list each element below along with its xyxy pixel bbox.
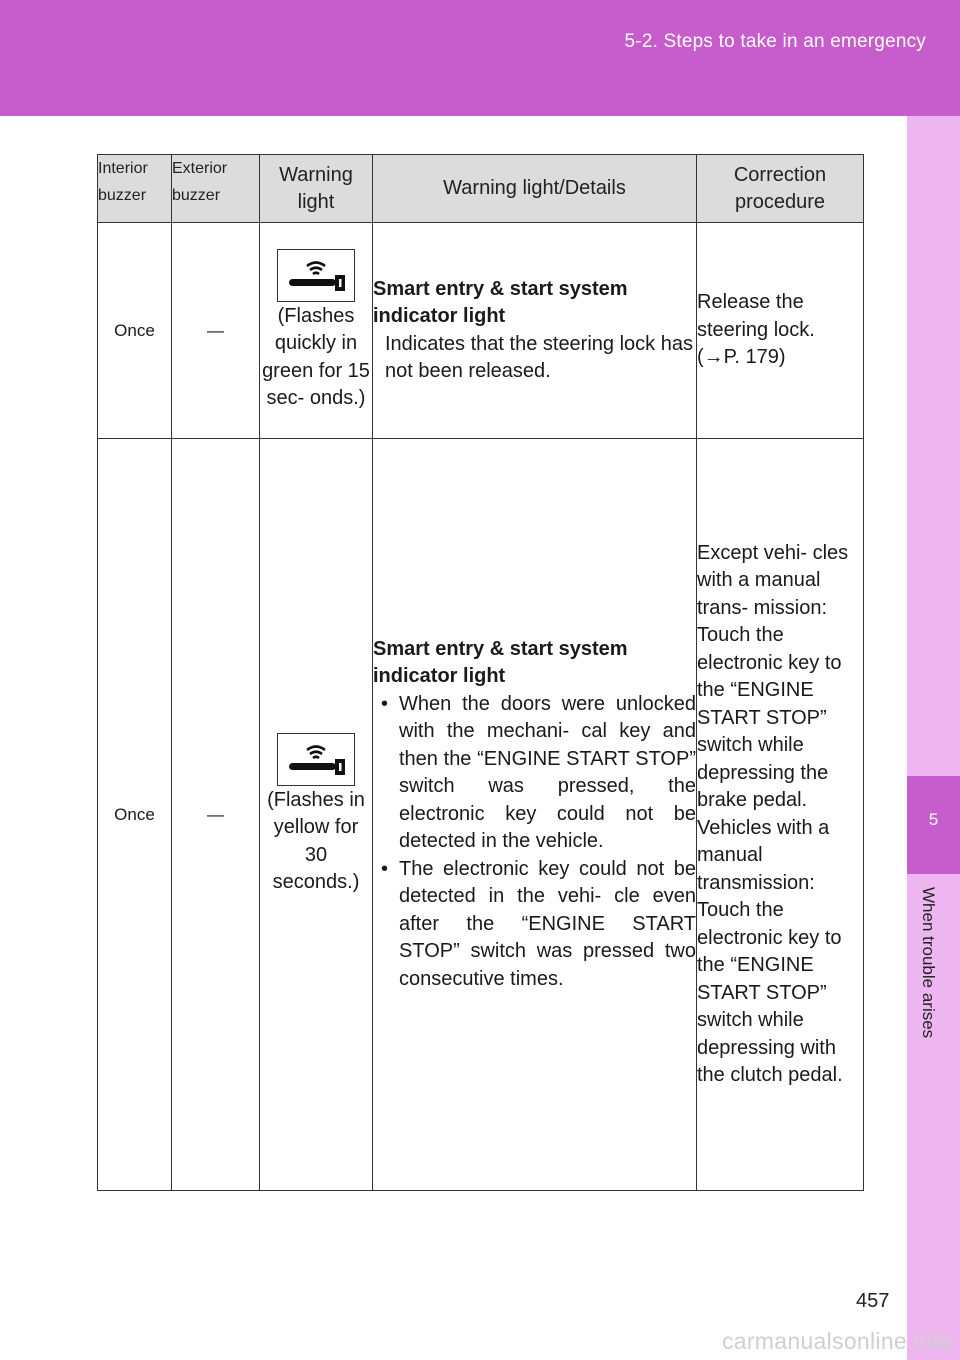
detail-bullet: • The electronic key could not be detected in the vehi- cle even after the “ENGINE START STOP” switch was pressed two consecutive times. <box>373 856 696 994</box>
col-exterior-line2: buzzer <box>172 187 221 204</box>
light-caption: (Flashes in yellow for 30 seconds.) <box>267 788 365 893</box>
table-row <box>98 223 864 439</box>
col-details: Warning light/Details <box>373 155 697 223</box>
col-interior-line2: buzzer <box>98 187 147 204</box>
table-header-row <box>98 155 864 223</box>
section-title: 5-2. Steps to take in an emergency <box>624 31 926 52</box>
exterior-buzzer-cell: — <box>172 439 260 1191</box>
correction-cell: Release the steering lock. (→P. 179) <box>697 223 864 439</box>
detail-cell <box>373 223 697 439</box>
col-exterior-line1: Exterior <box>172 160 228 177</box>
page-header <box>0 0 960 116</box>
col-exterior-buzzer <box>172 155 260 223</box>
interior-buzzer-cell: Once <box>98 223 172 439</box>
correction-cell: Except vehi- cles with a manual trans- mission: Touch the electronic key to the “ENGINE START STOP” switch while depressing the brake pedal. Vehicles with a manual transmission: Touch the electronic key to the “ENGINE START STOP” switch while depressing with the clutch pedal. <box>697 439 864 1191</box>
detail-cell <box>373 439 697 1191</box>
light-caption: (Flashes quickly in green for 15 sec- onds.) <box>262 304 370 409</box>
detail-bullet-list <box>373 691 696 994</box>
col-correction: Correction procedure <box>697 155 864 223</box>
side-strip <box>907 116 960 1360</box>
warning-light-cell <box>260 439 373 1191</box>
col-interior-line1: Interior <box>98 160 148 177</box>
warning-light-cell <box>260 223 373 439</box>
watermark: carmanualsonline.info <box>721 1328 952 1354</box>
col-warning-light: Warning light <box>260 155 373 223</box>
smart-key-icon <box>277 249 355 302</box>
detail-bullet: • When the doors were unlocked with the mechani- cal key and then the “ENGINE START STOP” switch was pressed, the electronic key could not be detected in the vehicle. <box>373 691 696 856</box>
page-number: 457 <box>856 1290 890 1312</box>
smart-key-icon <box>277 733 355 786</box>
table-row <box>98 439 864 1191</box>
detail-title: Smart entry & start system indicator light <box>373 637 628 688</box>
detail-text: Indicates that the steering lock has not been released. <box>385 332 693 382</box>
chapter-title: When trouble arises <box>919 887 938 1039</box>
col-interior-buzzer <box>98 155 172 223</box>
chapter-number: 5 <box>928 810 939 829</box>
interior-buzzer-cell: Once <box>98 439 172 1191</box>
detail-title: Smart entry & start system indicator light <box>373 277 628 327</box>
exterior-buzzer-cell: — <box>172 223 260 439</box>
warning-light-table <box>97 154 864 1191</box>
